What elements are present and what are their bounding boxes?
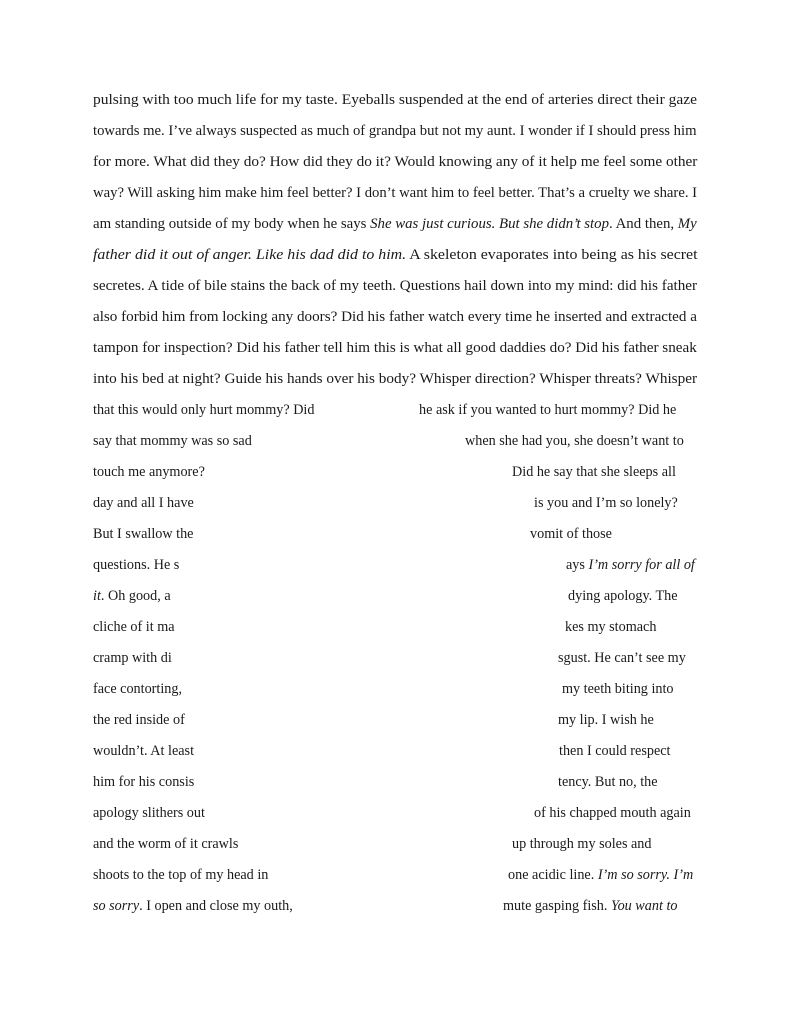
text-line-left [93,710,185,730]
italic-text-segment: I’m sorry for all of [588,557,695,573]
text-segment: into his bed at night? Guide his hands over his body? Whisper direction? Whisper threats? Whisper [93,371,698,387]
text-line-left [93,865,268,885]
text-segment: towards me. I’ve always suspected as much of grandpa but not my aunt. I wonder if I should press him [93,123,697,139]
text-segment: for more. What did they do? How did they do it? Would knowing any of it help me feel some other [93,154,698,170]
text-line-right [566,555,695,575]
text-segment: tampon for inspection? Did his father tell him this is what all good daddies do? Did his father sneak [93,340,697,356]
text-segment: the red inside of [93,712,185,728]
text-line-right [503,896,677,916]
text-segment: sgust. He can’t see my [558,650,686,666]
text-segment: am standing outside of my body when he says [93,216,371,232]
text-line-left [93,586,171,606]
text-segment: apology slithers out [93,805,205,821]
text-line-right [419,400,676,420]
text-line-left [93,741,194,761]
text-line [93,307,697,327]
text-line-right [568,586,678,606]
text-line-left [93,555,179,575]
text-line-right [534,493,678,513]
text-segment: my teeth biting into [562,681,674,697]
italic-text-segment: so sorry [93,898,140,914]
text-line-left [93,400,314,420]
text-line-right [558,772,658,792]
text-segment: wouldn’t. At least [93,743,195,759]
italic-text-segment: You want to [610,898,678,914]
text-segment: him for his consis [93,774,195,790]
text-line-right [558,648,686,668]
text-segment: vomit of those [530,526,612,542]
text-segment: A skeleton evaporates into being as his secret [406,247,698,263]
text-line [93,183,697,203]
text-segment: . I open and close my outh, [139,898,293,914]
text-segment: dying apology. The [568,588,678,604]
text-line [93,214,697,234]
text-line-right [565,617,656,637]
text-segment: tency. But no, the [558,774,658,790]
text-line-left [93,648,172,668]
text-line-right [562,679,674,699]
text-segment: Did he say that she sleeps all [512,464,676,480]
text-segment: ays [566,557,589,573]
text-line [93,276,697,296]
text-segment: pulsing with too much life for my taste. Eyeballs suspended at the end of arteries direct their gaze [93,92,697,108]
text-segment: that this would only hurt mommy? Did [93,402,315,418]
text-line-right [559,741,670,761]
text-segment: also forbid him from locking any doors? Did his father watch every time he inserted and extracted a [93,309,697,325]
text-segment: and the worm of it crawls [93,836,239,852]
text-segment: is you and I’m so lonely? [534,495,678,511]
text-line [93,245,698,265]
text-line-right [512,462,676,482]
text-segment: way? Will asking him make him feel better? I don’t want him to feel better. That’s a cruelty we share. I [93,185,698,201]
text-segment: mute gasping fish. [503,898,611,914]
text-line-right [465,431,684,451]
text-line-right [508,865,693,885]
text-segment: one acidic line. [508,867,598,883]
italic-text-segment: She was just curious. But she didn’t stop [370,216,610,232]
text-segment: he ask if you wanted to hurt mommy? Did he [419,402,677,418]
text-segment: up through my soles and [512,836,652,852]
text-line-right [558,710,654,730]
text-line [93,369,697,389]
text-line [93,338,697,358]
text-line-left [93,772,194,792]
text-segment: secretes. A tide of bile stains the back of my teeth. Questions hail down into my mind: did his father [93,278,698,294]
text-line-left [93,834,238,854]
text-segment: day and all I have [93,495,194,511]
text-line-left [93,431,252,451]
text-segment: kes my stomach [565,619,657,635]
text-segment: . Oh good, a [100,588,171,604]
text-segment: shoots to the top of my head in [93,867,269,883]
text-segment: touch me anymore? [93,464,205,480]
text-line-left [93,896,293,916]
text-segment: my lip. I wish he [558,712,654,728]
text-line-left [93,524,193,544]
text-line-left [93,679,182,699]
text-segment: when she had you, she doesn’t want to [465,433,684,449]
text-line-right [534,803,691,823]
italic-text-segment: My [677,216,697,232]
text-line-right [530,524,612,544]
text-segment: then I could respect [559,743,671,759]
text-line-left [93,493,194,513]
text-line [93,90,697,110]
italic-text-segment: I’m so sorry. I’m [597,867,694,883]
text-segment: say that mommy was so sad [93,433,252,449]
text-segment: face contorting, [93,681,183,697]
text-segment: cliche of it ma [93,619,175,635]
text-line-left [93,803,205,823]
text-segment: questions. He s [93,557,180,573]
text-line-left [93,462,205,482]
italic-text-segment: it [93,588,101,604]
text-segment: of his chapped mouth again [534,805,691,821]
text-line-right [512,834,652,854]
text-segment: But I swallow the [93,526,194,542]
text-line [93,121,696,141]
text-line-left [93,617,175,637]
text-segment: . And then, [609,216,678,232]
italic-text-segment: father did it out of anger. Like his dad did to him. [93,247,407,263]
text-line [93,152,697,172]
text-segment: cramp with di [93,650,172,666]
